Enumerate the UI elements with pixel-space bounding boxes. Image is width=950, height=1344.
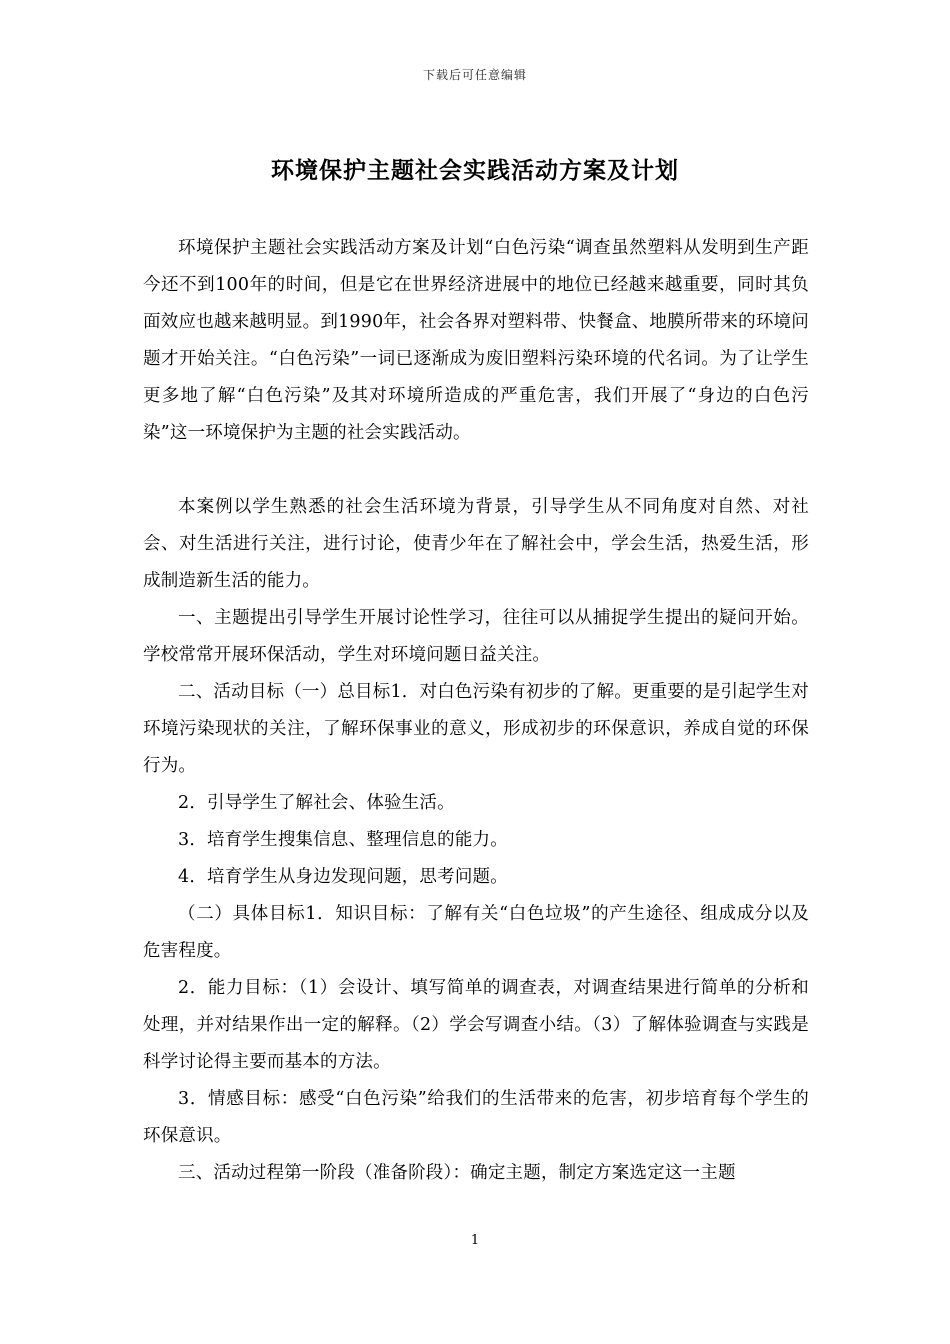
document-body: [143, 230, 809, 1192]
document-title: 环境保护主题社会实践活动方案及计划: [271, 157, 679, 184]
paragraph-section-1: 一、主题提出引导学生开展讨论性学习，往往可以从捕捉学生提出的疑问开始。学校常常开展环保活动，学生对环境问题日益关注。: [143, 608, 809, 665]
paragraph-goal-3: 3．培育学生搜集信息、整理信息的能力。: [178, 830, 508, 850]
paragraph-section-3: 三、活动过程第一阶段（准备阶段）：确定主题，制定方案选定这一主题: [178, 1163, 736, 1183]
paragraph-specific-goal-3: 3．情感目标：感受“白色污染”给我们的生活带来的危害，初步培育每个学生的环保意识。: [143, 1089, 809, 1146]
paragraph-goal-4: 4．培育学生从身边发现问题，思考问题。: [178, 867, 508, 887]
page-number: 1: [470, 1233, 480, 1248]
paragraph-specific-goal-2: 2．能力目标：（1）会设计、填写简单的调查表，对调查结果进行简单的分析和处理，并对结果作出一定的解释。（2）学会写调查小结。（3）了解体验调查与实践是科学讨论得主要而基本的方法。: [143, 978, 809, 1072]
paragraph-case: 本案例以学生熟悉的社会生活环境为背景，引导学生从不同角度对自然、对社会、对生活进行关注，进行讨论，使青少年在了解社会中，学会生活，热爱生活，形成制造新生活的能力。: [143, 497, 809, 591]
paragraph-intro: 环境保护主题社会实践活动方案及计划“白色污染“调查虽然塑料从发明到生产距今还不到100年的时间，但是它在世界经济进展中的地位已经越来越重要，同时其负面效应也越来越明显。到1990年，社会各界对塑料带、快餐盒、地膜所带来的环境问题才开始关注。“白色污染”一词已逐渐成为废旧塑料污染环境的代名词。为了让学生更多地了解“白色污染”及其对环境所造成的严重危害，我们开展了“身边的白色污染”这一环境保护为主题的社会实践活动。: [143, 238, 809, 443]
paragraph-specific-goal-1: （二）具体目标1．知识目标：了解有关“白色垃圾”的产生途径、组成成分以及危害程度。: [143, 904, 809, 961]
paragraph-goal-2: 2．引导学生了解社会、体验生活。: [178, 793, 455, 813]
paragraph-section-2: 二、活动目标（一）总目标1．对白色污染有初步的了解。更重要的是引起学生对环境污染现状的关注，了解环保事业的意义，形成初步的环保意识，养成自觉的环保行为。: [143, 682, 809, 776]
header-note: 下载后可任意编辑: [422, 68, 527, 82]
